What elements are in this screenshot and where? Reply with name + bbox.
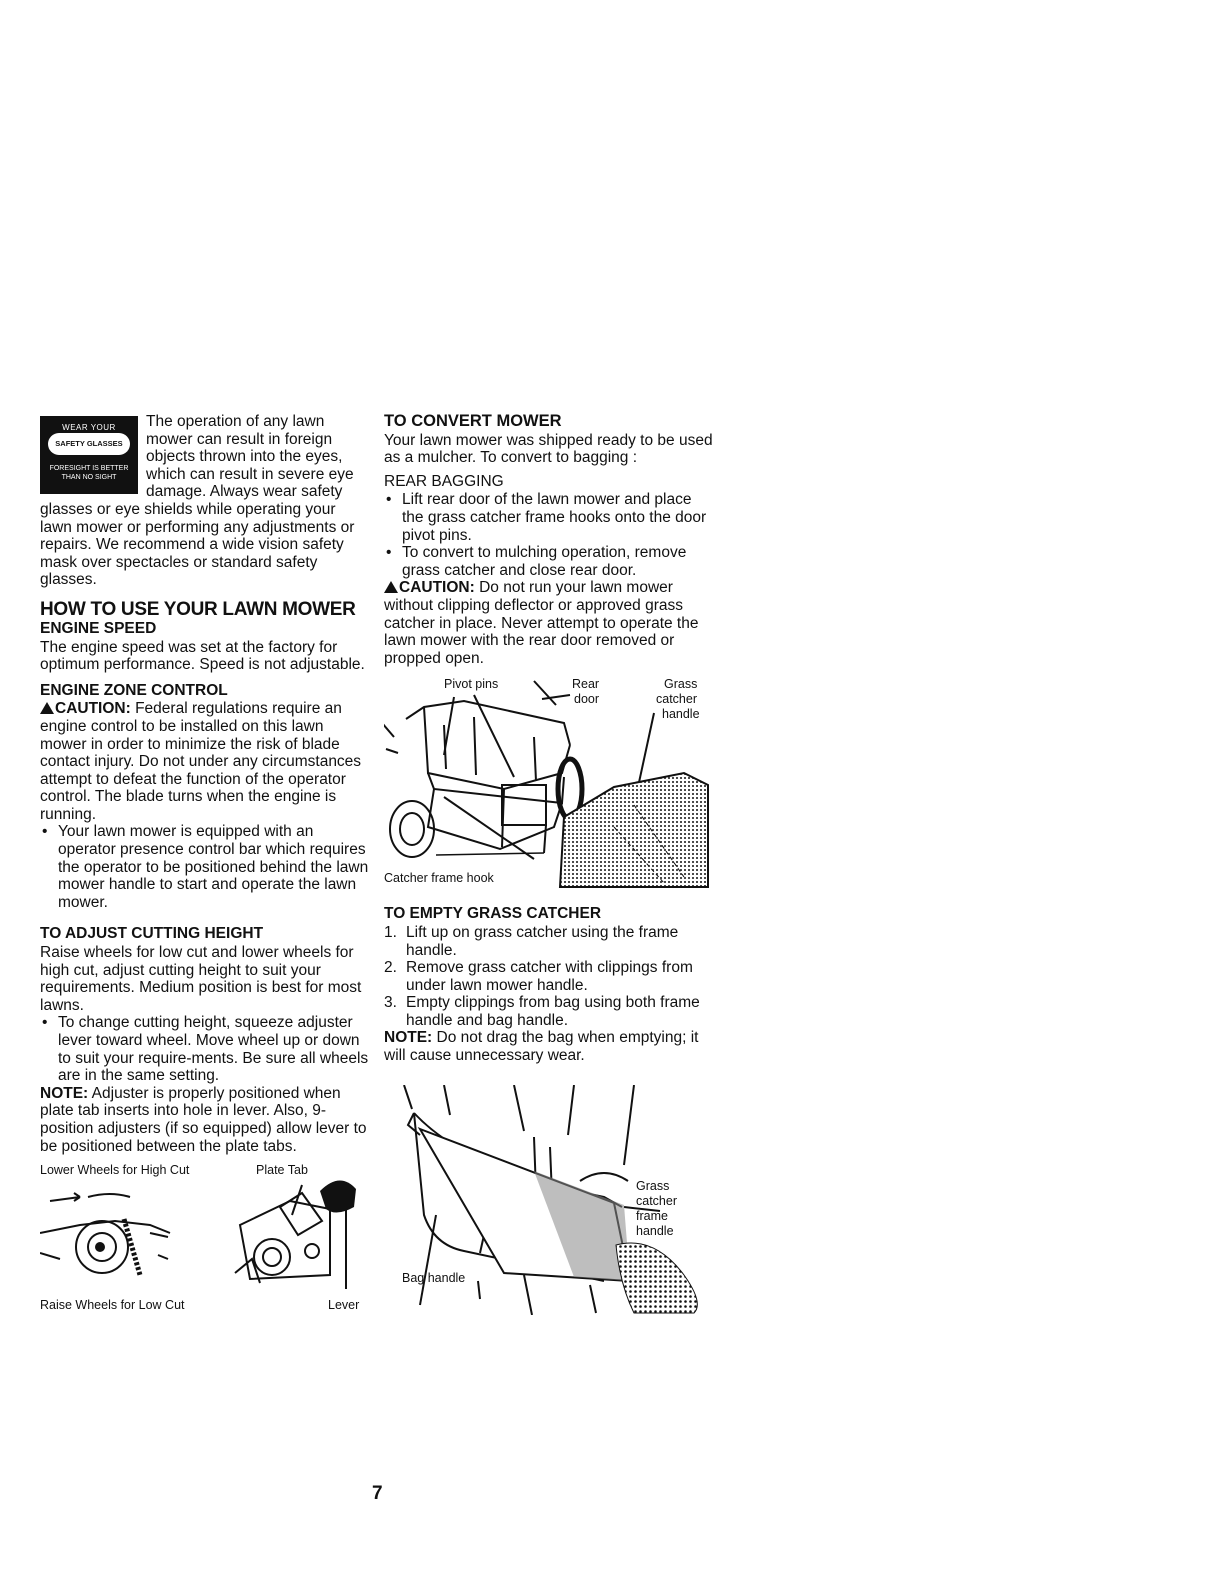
engine-speed-text: The engine speed was set at the factory for optimum performance. Speed is not adjustable. [40, 638, 365, 674]
zone-control-heading: ENGINE ZONE CONTROL [40, 681, 228, 699]
step-text: Empty clippings from bag using both frame handle and bag handle. [406, 994, 700, 1029]
caution-text: Do not run your lawn mower without clipping deflector or approved grass catcher in place. Never attempt to operate the lawn mower with the rear door removed or propped open. [384, 579, 699, 667]
note-text: Adjuster is properly positioned when plate tab inserts into hole in lever. Also, 9-position adjusters (if so equipped) allow lever to be positioned between the plate tabs. [40, 1084, 367, 1155]
cutting-height-note [40, 1085, 370, 1155]
note-text: Do not drag the bag when emptying; it will cause unnecessary wear. [384, 1029, 699, 1065]
left-column [40, 413, 370, 1313]
list-item: • Lift rear door of the lawn mower and place the grass catcher frame hooks onto the door pivot pins. [384, 491, 714, 544]
page-number: 7 [372, 1483, 383, 1504]
badge-bottom-line2: THAN NO SIGHT [61, 474, 117, 481]
step-number: 1. [384, 923, 397, 941]
caution-label: CAUTION: [399, 579, 475, 597]
badge-top-text: WEAR YOUR [62, 423, 116, 432]
right-column [384, 413, 714, 1315]
note-label: NOTE: [384, 1029, 433, 1047]
figure-label-grass-1: Grass [636, 1178, 670, 1193]
list-item [384, 994, 714, 1029]
figure-label-rear-1: Rear [572, 677, 600, 692]
badge-bottom-line1: FORESIGHT IS BETTER [49, 465, 129, 472]
figure-label-grass-1: Grass [664, 677, 698, 692]
cutting-height-bullets [40, 1014, 370, 1084]
note-label: NOTE: [40, 1084, 89, 1102]
safety-glasses-badge [40, 416, 138, 494]
figure-label-grass-2: catcher [656, 692, 697, 707]
empty-steps [384, 924, 714, 1030]
list-item [384, 959, 714, 994]
list-item: • To change cutting height, squeeze adjuster lever toward wheel. Move wheel up or down to suit your require-ments. Be sure all wheels are in the same setting. [40, 1014, 370, 1084]
figure-label-plate-tab: Plate Tab [256, 1163, 308, 1178]
badge-bottom-text [40, 464, 138, 482]
empty-heading: TO EMPTY GRASS CATCHER [384, 905, 602, 923]
zone-control-caution [40, 700, 370, 823]
list-item [384, 924, 714, 959]
convert-bullets [384, 491, 714, 579]
figure-label-grass-3: frame [636, 1208, 668, 1223]
badge-oval-text: SAFETY GLASSES [55, 439, 123, 448]
cutting-height-text: Raise wheels for low cut and lower wheels for high cut, adjust cutting height to suit your requirements. Medium position is best for most lawns. [40, 944, 362, 1014]
safety-glasses-icon [48, 433, 130, 455]
step-number: 2. [384, 959, 397, 977]
convert-heading: TO CONVERT MOWER [384, 412, 562, 430]
figure-label-rear-2: door [574, 692, 600, 707]
caution-label: CAUTION: [55, 700, 131, 718]
figure-label-pivot: Pivot pins [444, 677, 499, 692]
rear-bagging-heading: REAR BAGGING [384, 472, 504, 490]
step-text: Lift up on grass catcher using the frame handle. [406, 923, 679, 959]
caution-triangle-icon [384, 581, 398, 593]
figure-label-lever: Lever [328, 1298, 360, 1313]
zone-control-bullets [40, 823, 370, 911]
caution-text: Federal regulations require an engine control to be installed on this lawn mower in order to minimize the risk of blade contact injury. Do not under any circumstances attempt to defeat the function of the operator control. The blade turns when the engine is running. [40, 700, 362, 823]
step-text: Remove grass catcher with clippings from under lawn mower handle. [406, 959, 693, 994]
list-item: • To convert to mulching operation, remove grass catcher and close rear door. [384, 544, 714, 579]
cutting-height-drawing [40, 1163, 370, 1293]
empty-note [384, 1029, 714, 1064]
safety-intro: The operation of any lawn mower can result in foreign objects thrown into the eyes, which can result in severe eye damage. Always wear safety glasses or eye shields while operating your lawn mower or performing any adjustments or repairs. We recommend a wide vision safety mask over spectacles or standard safety glasses. [40, 413, 355, 589]
convert-caution [384, 579, 714, 667]
cutting-height-heading: TO ADJUST CUTTING HEIGHT [40, 925, 264, 943]
engine-speed-heading: ENGINE SPEED [40, 619, 157, 637]
figure-label-grass-3: handle [662, 707, 700, 722]
convert-intro: Your lawn mower was shipped ready to be used as a mulcher. To convert to bagging : [384, 431, 713, 467]
figure-label-lower: Lower Wheels for High Cut [40, 1163, 190, 1178]
figure-label-bag: Bag handle [402, 1270, 466, 1285]
figure-label-grass-2: catcher [636, 1193, 677, 1208]
figure-label-raise: Raise Wheels for Low Cut [40, 1298, 185, 1313]
cutting-height-figure [40, 1163, 370, 1313]
figure-label-hook: Catcher frame hook [384, 871, 494, 886]
step-number: 3. [384, 994, 397, 1012]
caution-triangle-icon [40, 702, 54, 714]
list-item: • Your lawn mower is equipped with an operator presence control bar which requires the operator to be positioned behind the lawn mower handle to start and operate the lawn mower. [40, 823, 370, 911]
figure-label-grass-4: handle [636, 1223, 674, 1238]
empty-catcher-figure [384, 1085, 714, 1315]
how-to-use-heading: HOW TO USE YOUR LAWN MOWER [40, 598, 356, 620]
rear-bagging-figure [384, 677, 714, 895]
